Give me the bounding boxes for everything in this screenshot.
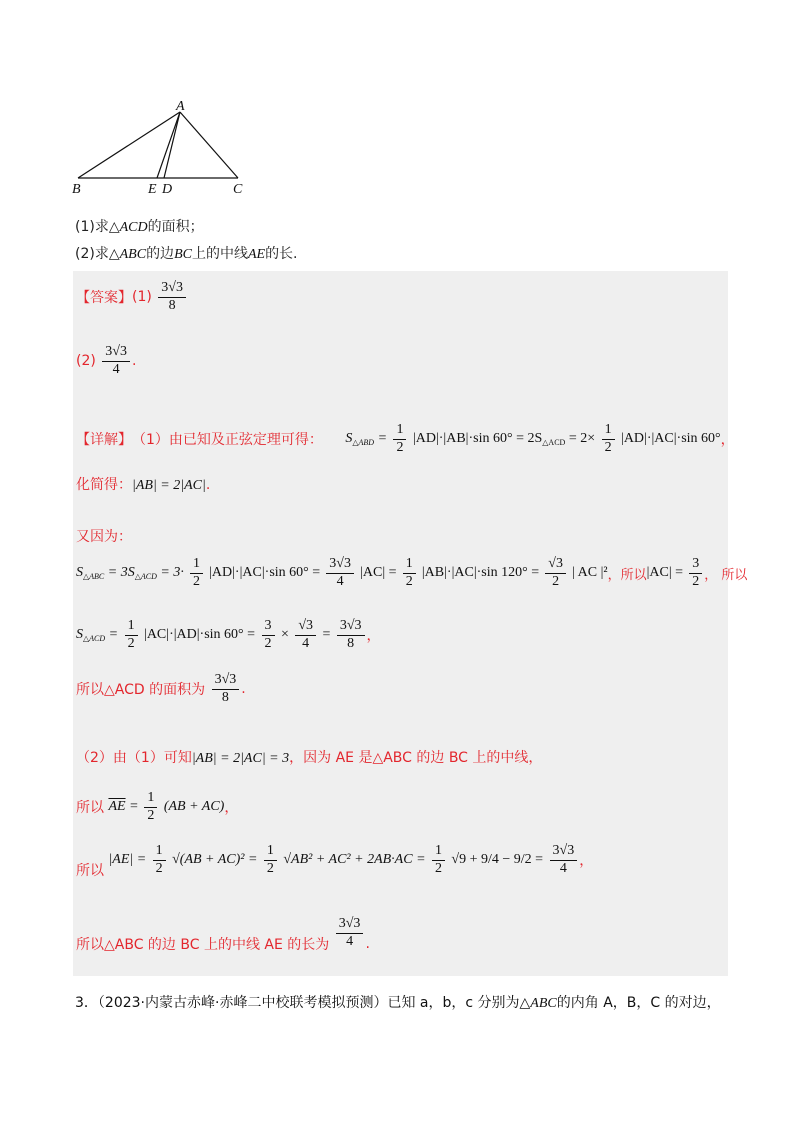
detail-line-3: 又因为： — [76, 529, 132, 545]
answer-p1-label: (1) — [132, 289, 152, 306]
detail-line-4: $S_{\triangle ABC} = 3S_{\triangle ACD} = 3\cdot$ $\frac{1}{2}$ |AD|·|AC|·sin 60° = $\frac{3√3}{4}$ |AC| = $\frac{1}{2}$ |AB|·|AC|·sin 120° = $\frac{√3}{2}$ | AC |²，所以|AC| = $\frac{3}{2}$ ， 所以 — [76, 556, 748, 589]
detail-tag: 【详解】 — [76, 432, 132, 449]
detail-line-9: 所以 |AE| = $\frac{1}{2}$ √(AB + AC)² = $\frac{1}{2}$ √AB² + AC² + 2AB·AC = $\frac{1}{2}$ √9 + 9/4 − 9/2 = $\frac{3√3}{4}$ ， — [76, 842, 594, 879]
label-e: E — [148, 182, 157, 197]
q2-mid2: 上的中线 — [191, 246, 248, 262]
answer-line-1 — [76, 280, 188, 315]
answer-line-2: (2) $\frac{3√3}{4}$ . — [76, 344, 137, 377]
next-question: 3．（2023·内蒙古赤峰·赤峰二中校联考模拟预测）已知 a，b，c 分别为△ABC的内角 A，B，C 的对边， — [75, 995, 721, 1011]
answer-p2-label: (2) — [76, 353, 96, 370]
detail-line-6: 所以△ACD 的面积为 $\frac{3√3}{8}$ . — [76, 672, 246, 705]
triangle-figure — [70, 100, 260, 200]
q1-suffix: 的面积； — [147, 219, 204, 235]
label-d: D — [162, 182, 173, 197]
answer-tag: 【答案】 — [76, 290, 132, 307]
detail-line-1: 【详解】（1）由已知及正弦定理可得： $S_{\triangle ABD}$ = $\frac{1}{2}$ |AD|·|AB|·sin $60^\circ = 2S_{\triangle ACD} = 2\times$ $\frac{1}{2}$ |AD|·|AC|·sin 60°， — [76, 422, 735, 455]
q2-var3: AE — [247, 247, 266, 262]
label-c: C — [233, 182, 243, 197]
q2-var2: BC — [174, 247, 192, 262]
q2-suffix: 的长. — [265, 246, 298, 262]
detail-line-7: （2）由（1）可知|AB| = 2|AC| = 3，因为 AE 是△ABC 的边 BC 上的中线， — [76, 750, 543, 766]
answer-p1-fraction: $\frac{3√3}{8}$ — [158, 280, 186, 315]
q1-var: ACD — [119, 220, 148, 235]
q2-prefix: (2)求△ — [75, 246, 120, 262]
detail-line-10: 所以△ABC 的边 BC 上的中线 AE 的长为 $\frac{3√3}{4}$ . — [76, 915, 370, 953]
detail-line-5: $S_{\triangle ACD}$ = $\frac{1}{2}$ |AC|·|AD|·sin 60° = $\frac{3}{2}$ × $\frac{√3}{4}$ = $\frac{3√3}{8}$ ， — [76, 618, 381, 651]
detail-line-2: 化简得：|AB| = 2|AC|. — [76, 477, 211, 493]
segment-ad — [164, 112, 180, 178]
question-2 — [75, 243, 298, 263]
answer-p2-fraction: $\frac{3√3}{4}$ — [102, 344, 130, 379]
q2-var1: ABC — [119, 247, 147, 262]
segment-ac — [180, 112, 238, 178]
question-1 — [75, 216, 204, 236]
segment-ab — [78, 112, 180, 178]
label-a: A — [176, 100, 185, 114]
detail-line-8: 所以 $\overline{AE}$ = $\frac{1}{2}$ (AB + AC)， — [76, 790, 239, 823]
q2-mid1: 的边 — [146, 246, 175, 262]
q1-prefix: (1)求△ — [75, 219, 120, 235]
label-b: B — [72, 182, 81, 197]
segment-ae — [157, 112, 180, 178]
